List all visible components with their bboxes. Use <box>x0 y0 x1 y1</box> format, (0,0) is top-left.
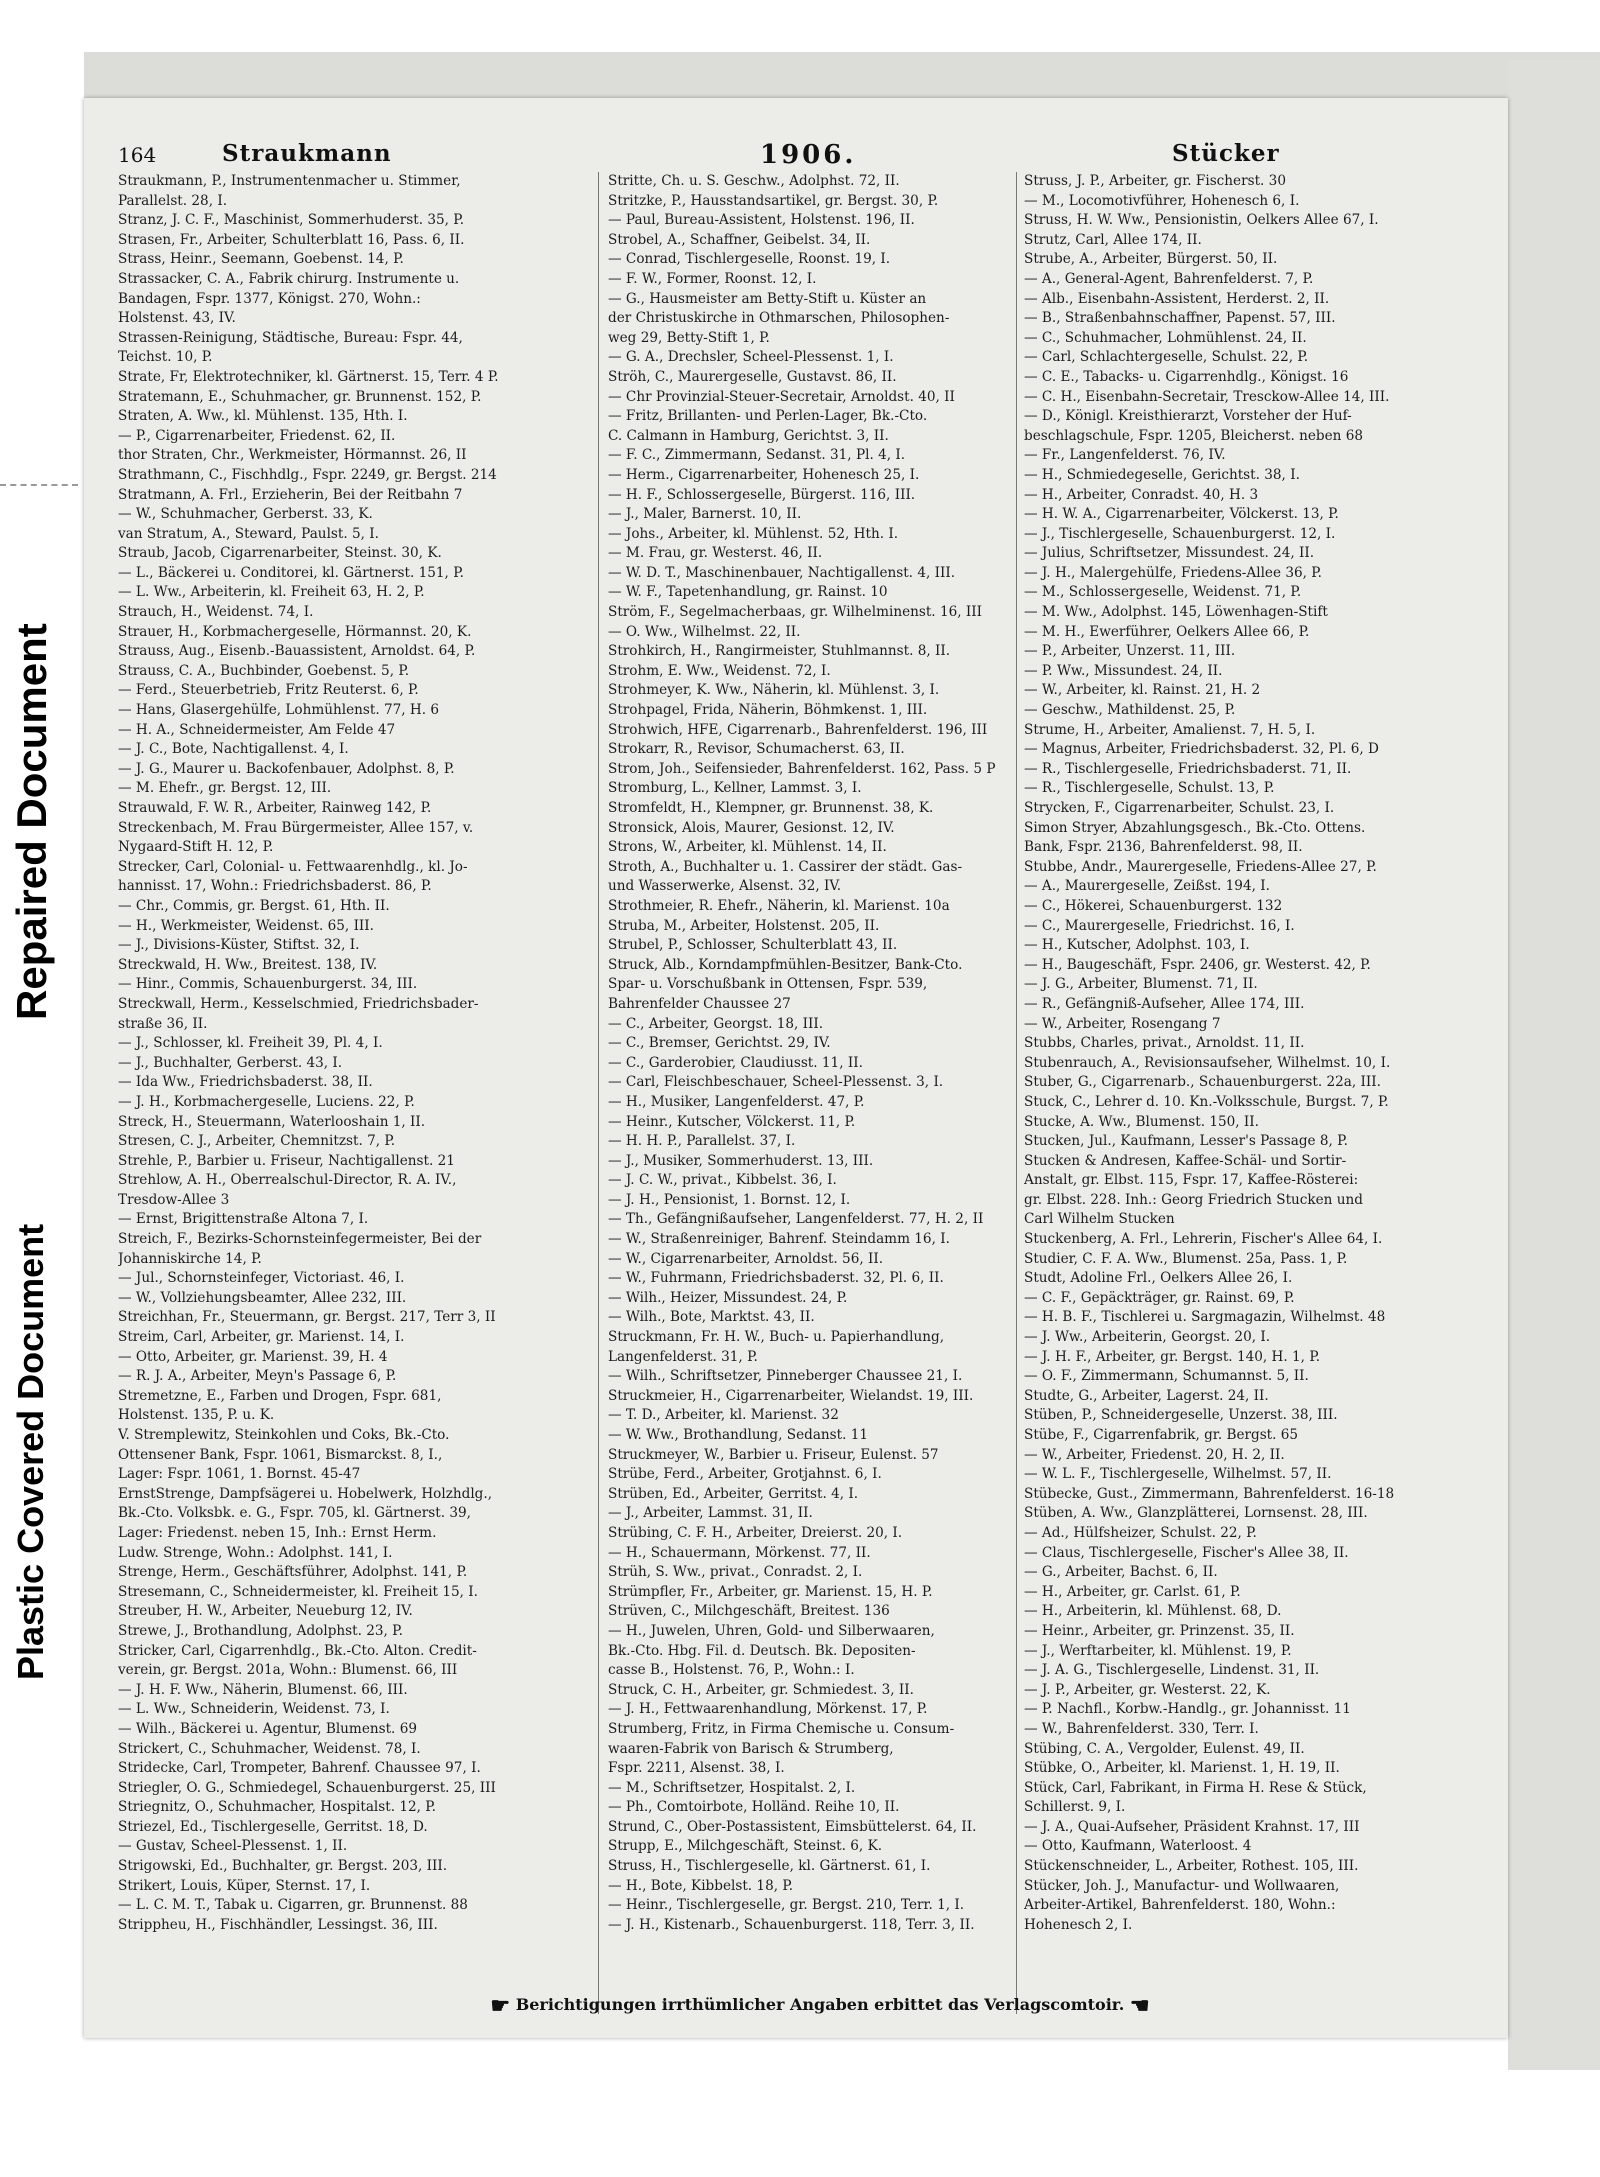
directory-entry-line: — T. D., Arbeiter, kl. Marienst. 32 <box>608 1407 839 1424</box>
directory-entry-line: Strohkirch, H., Rangirmeister, Stuhlmannst. 8, II. <box>608 643 951 660</box>
directory-entry-line: — Wilh., Bäckerei u. Agentur, Blumenst. 69 <box>118 1720 418 1737</box>
directory-entry-line: — Heinr., Tischlergeselle, gr. Bergst. 210, Terr. 1, I. <box>608 1897 965 1914</box>
plastic-covered-document-label: Plastic Covered Document <box>10 1223 51 1680</box>
directory-entry-line: Stück, Carl, Fabrikant, in Firma H. Rese & Stück, <box>1024 1779 1367 1796</box>
directory-entry-line: — H., Schmiedegeselle, Gerichtst. 38, I. <box>1024 466 1300 483</box>
directory-entry-line: Ströh, C., Maurergeselle, Gustavst. 86, II. <box>608 368 897 385</box>
directory-entry-line: Strohwich, HFE, Cigarrenarb., Bahrenfelderst. 196, III <box>608 721 988 738</box>
directory-entry-line: — H., Arbeiter, Conradst. 40, H. 3 <box>1024 486 1259 503</box>
directory-entry-line: — F. W., Former, Roonst. 12, I. <box>608 270 817 287</box>
directory-entry-line: — C., Maurergeselle, Friedrichst. 16, I. <box>1024 917 1295 934</box>
directory-entry-line: — J. H., Korbmachergeselle, Luciens. 22, P. <box>118 1093 415 1110</box>
directory-entry-line: Striezel, Ed., Tischlergeselle, Gerritst. 18, D. <box>118 1818 428 1835</box>
directory-entry-line: Strube, A., Arbeiter, Bürgerst. 50, II. <box>1024 251 1278 268</box>
directory-entry-line: Strümpfler, Fr., Arbeiter, gr. Marienst. 15, H. P. <box>608 1583 933 1600</box>
directory-entry-line: Struss, J. P., Arbeiter, gr. Fischerst. 30 <box>1024 173 1286 189</box>
directory-entry-line: van Stratum, A., Steward, Paulst. 5, I. <box>118 525 379 542</box>
directory-entry-line: Stübe, F., Cigarrenfabrik, gr. Bergst. 65 <box>1024 1427 1299 1443</box>
directory-entry-line: — D., Königl. Kreisthierarzt, Vorsteher der Huf- <box>1024 408 1352 425</box>
directory-entry-line: Strecker, Carl, Colonial- u. Fettwaarenhdlg., kl. Jo- <box>118 858 468 875</box>
directory-entry-line: Striegnitz, O., Schuhmacher, Hospitalst. 12, P. <box>118 1799 437 1816</box>
directory-entry-line: Struck, Alb., Korndampfmühlen-Besitzer, Bank-Cto. <box>608 956 963 973</box>
directory-entry-line: — J., Divisions-Küster, Stiftst. 32, I. <box>118 937 360 954</box>
directory-entry-line: Strutz, Carl, Allee 174, II. <box>1024 231 1202 248</box>
directory-entry-line: Ottensener Bank, Fspr. 1061, Bismarckst. 8, I., <box>118 1446 443 1463</box>
directory-entry-line: Straukmann, P., Instrumentenmacher u. Stimmer, <box>118 173 461 189</box>
directory-entry-line: — M. Ww., Adolphst. 145, Löwenhagen-Stift <box>1024 604 1328 621</box>
directory-entry-line: — L. C. M. T., Tabak u. Cigarren, gr. Brunnenst. 88 <box>118 1897 468 1914</box>
directory-entry-line: — Th., Gefängnißaufseher, Langenfelderst. 77, H. 2, II <box>608 1211 984 1228</box>
directory-entry-line: Struss, H., Tischlergeselle, kl. Gärtnerst. 61, I. <box>608 1858 931 1875</box>
directory-entry-line: — W., Schuhmacher, Gerberst. 33, K. <box>118 506 373 523</box>
directory-entry-line: — C., Arbeiter, Georgst. 18, III. <box>608 1015 824 1032</box>
directory-entry-line: — J. Ww., Arbeiterin, Georgst. 20, I. <box>1024 1329 1271 1346</box>
directory-entry-line: Stronsick, Alois, Maurer, Gesionst. 12, IV. <box>608 819 895 836</box>
directory-entry-line: — A., General-Agent, Bahrenfelderst. 7, P. <box>1024 270 1314 287</box>
directory-entry-line: — Ad., Hülfsheizer, Schulst. 22, P. <box>1024 1524 1257 1541</box>
directory-entry-line: — H., Arbeiter, gr. Carlst. 61, P. <box>1024 1583 1241 1600</box>
directory-entry-line: Tresdow-Allee 3 <box>118 1191 230 1208</box>
directory-entry-line: Bk.-Cto. Volksbk. e. G., Fspr. 705, kl. Gärtnerst. 39, <box>118 1505 472 1522</box>
directory-entry-line: gr. Elbst. 228. Inh.: Georg Friedrich Stucken und <box>1024 1191 1363 1208</box>
directory-entry-line: — Ferd., Steuerbetrieb, Fritz Reuterst. 6, P. <box>118 682 419 699</box>
directory-entry-line: — R. J. A., Arbeiter, Meyn's Passage 6, P. <box>118 1368 397 1385</box>
directory-entry-line: Streich, F., Bezirks-Schornsteinfegermeister, Bei der <box>118 1231 482 1248</box>
directory-entry-line: Strumberg, Fritz, in Firma Chemische u. Consum- <box>608 1720 955 1737</box>
directory-entry-line: — R., Tischlergeselle, Schulst. 13, P. <box>1024 780 1275 797</box>
directory-entry-line: Stresemann, C., Schneidermeister, kl. Freiheit 15, I. <box>118 1583 478 1600</box>
directory-entry-line: Stromfeldt, H., Klempner, gr. Brunnenst. 38, K. <box>608 800 934 816</box>
directory-entry-line: Struba, M., Arbeiter, Holstenst. 205, II. <box>608 917 880 934</box>
directory-entry-line: — Wilh., Heizer, Missundest. 24, P. <box>608 1289 848 1306</box>
directory-entry-line: casse B., Holstenst. 76, P., Wohn.: I. <box>608 1662 855 1679</box>
directory-entry-line: Stubbs, Charles, privat., Arnoldst. 11, II. <box>1024 1035 1305 1052</box>
directory-entry-line: Strothmeier, R. Ehefr., Näherin, kl. Marienst. 10a <box>608 897 950 914</box>
directory-entry-line: Streckwall, Herm., Kesselschmied, Friedrichsbader- <box>118 995 479 1012</box>
directory-entry-line: Langenfelderst. 31, P. <box>608 1348 758 1365</box>
directory-entry-line: Stratmann, A. Frl., Erzieherin, Bei der Reitbahn 7 <box>118 486 463 503</box>
directory-entry-line: — G., Arbeiter, Bachst. 6, II. <box>1024 1564 1218 1581</box>
directory-column-1 <box>118 172 572 1935</box>
directory-entry-line: — W., Straßenreiniger, Bahrenf. Steindamm 16, I. <box>608 1231 950 1248</box>
directory-entry-line: — M., Locomotivführer, Hohenesch 6, I. <box>1024 192 1300 209</box>
directory-entry-line: Anstalt, gr. Elbst. 115, Fspr. 17, Kaffee-Rösterei: <box>1024 1172 1359 1189</box>
directory-entry-line: — Johs., Arbeiter, kl. Mühlenst. 52, Hth. I. <box>608 525 899 542</box>
directory-entry-line: — Herm., Cigarrenarbeiter, Hohenesch 25, I. <box>608 466 920 483</box>
directory-entry-line: Streuber, H. W., Arbeiter, Neueburg 12, IV. <box>118 1603 413 1620</box>
directory-entry-line: — Gustav, Scheel-Plessenst. 1, II. <box>118 1838 348 1855</box>
directory-entry-line: Strassacker, C. A., Fabrik chirurg. Instrumente u. <box>118 270 460 287</box>
directory-entry-line: — A., Maurergeselle, Zeißst. 194, I. <box>1024 878 1270 895</box>
directory-entry-line: hannisst. 17, Wohn.: Friedrichsbaderst. 86, P. <box>118 878 432 895</box>
directory-entry-line: — Carl, Fleischbeschauer, Scheel-Plessenst. 3, I. <box>608 1074 944 1091</box>
directory-entry-line: — Carl, Schlachtergeselle, Schulst. 22, P. <box>1024 349 1309 366</box>
directory-entry-line: — Wilh., Schriftsetzer, Pinneberger Chaussee 21, I. <box>608 1368 963 1385</box>
directory-entry-line: — L. Ww., Schneiderin, Weidenst. 73, I. <box>118 1701 390 1718</box>
directory-entry-line: Ludw. Strenge, Wohn.: Adolphst. 141, I. <box>118 1544 393 1561</box>
directory-entry-line: Strauss, C. A., Buchbinder, Goebenst. 5, P. <box>118 662 410 679</box>
directory-entry-line: — G. A., Drechsler, Scheel-Plessenst. 1, I. <box>608 349 894 366</box>
directory-entry-line: — F. C., Zimmermann, Sedanst. 31, Pl. 4, I. <box>608 447 906 464</box>
directory-entry-line: — J. H. F., Arbeiter, gr. Bergst. 140, H. 1, P. <box>1024 1348 1321 1365</box>
running-head-left: Straukmann <box>222 140 392 167</box>
directory-entry-line: Stücker, Joh. J., Manufactur- und Wollwaaren, <box>1024 1877 1340 1894</box>
directory-entry-line: Strons, W., Arbeiter, kl. Mühlenst. 14, II. <box>608 839 887 856</box>
directory-entry-line: Strippheu, H., Fischhändler, Lessingst. 36, III. <box>118 1916 438 1933</box>
directory-entry-line: — M., Schlossergeselle, Weidenst. 71, P. <box>1024 584 1302 601</box>
directory-entry-line: Stranz, J. C. F., Maschinist, Sommerhuderst. 35, P. <box>118 212 465 229</box>
directory-entry-line: Streckwald, H. Ww., Breitest. 138, IV. <box>118 956 378 973</box>
directory-entry-line: — J. H., Kistenarb., Schauenburgerst. 118, Terr. 3, II. <box>608 1916 975 1933</box>
directory-entry-line: — Wilh., Bote, Marktst. 43, II. <box>608 1309 815 1326</box>
directory-entry-line: — W., Cigarrenarbeiter, Arnoldst. 56, II. <box>608 1250 884 1267</box>
directory-entry-line: — J., Arbeiter, Lammst. 31, II. <box>608 1505 813 1522</box>
directory-entry-line: — J., Werftarbeiter, kl. Mühlenst. 19, P. <box>1024 1642 1292 1659</box>
running-head-right: Stücker <box>1172 140 1280 167</box>
directory-entry-line: Nygaard-Stift H. 12, P. <box>118 839 274 856</box>
directory-entry-line: — H. H. P., Parallelst. 37, I. <box>608 1133 796 1150</box>
directory-entry-line: — C., Bremser, Gerichtst. 29, IV. <box>608 1035 831 1052</box>
directory-entry-line: Hohenesch 2, I. <box>1024 1916 1133 1933</box>
directory-entry-line: und Wasserwerke, Alsenst. 32, IV. <box>608 878 842 895</box>
directory-entry-line: — P., Arbeiter, Unzerst. 11, III. <box>1024 643 1236 660</box>
directory-entry-line: — G., Hausmeister am Betty-Stift u. Küster an <box>608 290 927 307</box>
footer-text: Berichtigungen irrthümlicher Angaben erbittet das Verlagscomtoir. <box>515 1995 1125 2014</box>
directory-entry-line: — H., Juwelen, Uhren, Gold- und Silberwaaren, <box>608 1622 935 1639</box>
directory-entry-line: Stroth, A., Buchhalter u. 1. Cassirer der städt. Gas- <box>608 858 963 875</box>
directory-entry-line: Arbeiter-Artikel, Bahrenfelderst. 180, Wohn.: <box>1024 1897 1336 1914</box>
directory-entry-line: — J. G., Arbeiter, Blumenst. 71, II. <box>1024 976 1258 993</box>
directory-entry-line: — W., Vollziehungsbeamter, Allee 232, III. <box>118 1289 407 1306</box>
directory-entry-line: Streckenbach, M. Frau Bürgermeister, Allee 157, v. <box>118 819 474 836</box>
directory-entry-line: verein, gr. Bergst. 201a, Wohn.: Blumenst. 66, III <box>118 1662 458 1679</box>
page-edge-top <box>84 52 1600 98</box>
directory-entry-line: Bk.-Cto. Hbg. Fil. d. Deutsch. Bk. Depositen- <box>608 1642 916 1659</box>
directory-entry-line: der Christuskirche in Othmarschen, Philosophen- <box>608 310 950 327</box>
directory-entry-line: Carl Wilhelm Stucken <box>1024 1211 1175 1228</box>
directory-entry-line: Stubbe, Andr., Maurergeselle, Friedens-Allee 27, P. <box>1024 858 1377 875</box>
directory-entry-line: — Hans, Glasergehülfe, Lohmühlenst. 77, H. 6 <box>118 702 440 719</box>
directory-entry-line: — J., Tischlergeselle, Schauenburgerst. 12, I. <box>1024 525 1336 542</box>
directory-entry-line: Streichhan, Fr., Steuermann, gr. Bergst. 217, Terr 3, II <box>118 1309 496 1326</box>
directory-entry-line: Stüben, P., Schneidergeselle, Unzerst. 38, III. <box>1024 1407 1338 1424</box>
directory-entry-line: — Otto, Kaufmann, Waterloost. 4 <box>1024 1838 1252 1855</box>
directory-entry-line: — H., Werkmeister, Weidenst. 65, III. <box>118 917 374 934</box>
directory-entry-line: — P. Nachfl., Korbw.-Handlg., gr. Johannisst. 11 <box>1024 1701 1351 1718</box>
directory-entry-line: Strigowski, Ed., Buchhalter, gr. Bergst. 203, III. <box>118 1858 448 1875</box>
directory-entry-line: Stübing, C. A., Vergolder, Eulenst. 49, II. <box>1024 1740 1305 1757</box>
footer-note <box>440 1993 1200 2019</box>
directory-entry-line: Struck, C. H., Arbeiter, gr. Schmiedest. 3, II. <box>608 1681 914 1698</box>
directory-entry-line: — M. H., Ewerführer, Oelkers Allee 66, P. <box>1024 623 1310 640</box>
directory-entry-line: — J., Maler, Barnerst. 10, II. <box>608 506 802 523</box>
directory-entry-line: — Julius, Schriftsetzer, Missundest. 24, II. <box>1024 545 1315 562</box>
directory-entry-line: waaren-Fabrik von Barisch & Strumberg, <box>608 1740 894 1757</box>
directory-column-3 <box>1024 172 1488 1935</box>
directory-entry-line: V. Stremplewitz, Steinkohlen und Coks, Bk.-Cto. <box>118 1427 450 1443</box>
directory-column-2 <box>608 172 1062 1935</box>
directory-entry-line: — J. A., Quai-Aufseher, Präsident Krahnst. 17, III <box>1024 1818 1360 1835</box>
running-head-year: 1906. <box>760 140 857 170</box>
repaired-document-label: Repaired Document <box>8 623 55 1020</box>
directory-entry-line: — L. Ww., Arbeiterin, kl. Freiheit 63, H. 2, P. <box>118 584 425 601</box>
directory-entry-line: — H. F., Schlossergeselle, Bürgerst. 116, III. <box>608 486 916 503</box>
directory-entry-line: Bandagen, Fspr. 1377, Königst. 270, Wohn.: <box>118 290 421 307</box>
directory-entry-line: weg 29, Betty-Stift 1, P. <box>608 329 770 346</box>
directory-entry-line: — J., Musiker, Sommerhuderst. 13, III. <box>608 1152 874 1169</box>
directory-entry-line: Studier, C. F. A. Ww., Blumenst. 25a, Pass. 1, P. <box>1024 1250 1348 1267</box>
directory-entry-line: Strume, H., Arbeiter, Amalienst. 7, H. 5, I. <box>1024 721 1316 738</box>
directory-entry-line: Stratemann, E., Schuhmacher, gr. Brunnenst. 152, P. <box>118 388 482 405</box>
directory-entry-line: — M. Ehefr., gr. Bergst. 12, III. <box>118 780 332 797</box>
directory-entry-line: Lager: Fspr. 1061, 1. Bornst. 45-47 <box>118 1466 361 1483</box>
directory-entry-line: Teichst. 10, P. <box>118 349 213 366</box>
directory-entry-line: — C., Schuhmacher, Lohmühlenst. 24, II. <box>1024 329 1307 346</box>
directory-entry-line: — O. F., Zimmermann, Schumannst. 5, II. <box>1024 1368 1309 1385</box>
directory-entry-line: Stritte, Ch. u. S. Geschw., Adolphst. 72, II. <box>608 173 900 189</box>
directory-entry-line: — H. B. F., Tischlerei u. Sargmagazin, Wilhelmst. 48 <box>1024 1309 1386 1326</box>
directory-entry-line: Strupp, E., Milchgeschäft, Steinst. 6, K. <box>608 1838 883 1855</box>
directory-entry-line: Strom, Joh., Seifensieder, Bahrenfelderst. 162, Pass. 5 P <box>608 760 996 777</box>
directory-entry-line: Studte, G., Arbeiter, Lagerst. 24, II. <box>1024 1387 1269 1404</box>
directory-entry-line: thor Straten, Chr., Werkmeister, Hörmannst. 26, II <box>118 447 467 464</box>
directory-entry-line: Bahrenfelder Chaussee 27 <box>608 995 791 1012</box>
directory-entry-line: Johanniskirche 14, P. <box>118 1250 262 1267</box>
directory-entry-line: — J. H., Malergehülfe, Friedens-Allee 36, P. <box>1024 564 1322 581</box>
directory-entry-line: Strewe, J., Brothandlung, Adolphst. 23, P. <box>118 1622 403 1639</box>
directory-entry-line: — Conrad, Tischlergeselle, Roonst. 19, I. <box>608 251 891 268</box>
directory-entry-line: Stremetzne, E., Farben und Drogen, Fspr. 681, <box>118 1387 442 1404</box>
directory-entry-line: — W., Bahrenfelderst. 330, Terr. I. <box>1024 1720 1259 1737</box>
directory-entry-line: Strehle, P., Barbier u. Friseur, Nachtigallenst. 21 <box>118 1152 455 1169</box>
directory-entry-line: Strohm, E. Ww., Weidenst. 72, I. <box>608 662 831 679</box>
directory-entry-line: — J., Schlosser, kl. Freiheit 39, Pl. 4, I. <box>118 1035 383 1052</box>
directory-entry-line: Stresen, C. J., Arbeiter, Chemnitzst. 7, P. <box>118 1133 396 1150</box>
directory-entry-line: Bank, Fspr. 2136, Bahrenfelderst. 98, II. <box>1024 839 1303 856</box>
directory-entry-line: — Chr., Commis, gr. Bergst. 61, Hth. II. <box>118 897 390 914</box>
directory-entry-line: Strickert, C., Schuhmacher, Weidenst. 78, I. <box>118 1740 421 1757</box>
directory-entry-line: — H., Bote, Kibbelst. 18, P. <box>608 1877 794 1894</box>
directory-entry-line: Spar- u. Vorschußbank in Ottensen, Fspr. 539, <box>608 976 928 993</box>
directory-entry-line: — P., Cigarrenarbeiter, Friedenst. 62, II. <box>118 427 396 444</box>
directory-entry-line: Strassen-Reinigung, Städtische, Bureau: Fspr. 44, <box>118 329 463 346</box>
directory-entry-line: Struckmann, Fr. H. W., Buch- u. Papierhandlung, <box>608 1329 945 1346</box>
directory-entry-line: Stückenschneider, L., Arbeiter, Rothest. 105, III. <box>1024 1858 1359 1875</box>
directory-entry-line: — R., Tischlergeselle, Friedrichsbaderst. 71, II. <box>1024 760 1352 777</box>
directory-entry-line: — Otto, Arbeiter, gr. Marienst. 39, H. 4 <box>118 1348 388 1365</box>
directory-entry-line: — Alb., Eisenbahn-Assistent, Herderst. 2, II. <box>1024 290 1330 307</box>
directory-entry-line: Strund, C., Ober-Postassistent, Eimsbüttelerst. 64, II. <box>608 1818 977 1835</box>
directory-entry-line: Fspr. 2211, Alsenst. 38, I. <box>608 1760 785 1777</box>
directory-entry-line: Strate, Fr, Elektrotechniker, kl. Gärtnerst. 15, Terr. 4 P. <box>118 368 499 385</box>
directory-entry-line: Strauss, Aug., Eisenb.-Bauassistent, Arnoldst. 64, P. <box>118 643 476 660</box>
directory-entry-line: Strauch, H., Weidenst. 74, I. <box>118 604 314 621</box>
directory-entry-line: — C. E., Tabacks- u. Cigarrenhdlg., Königst. 16 <box>1024 368 1349 385</box>
directory-entry-line: — H. W. A., Cigarrenarbeiter, Völckerst. 13, P. <box>1024 506 1339 523</box>
column-divider <box>598 172 599 2014</box>
directory-entry-line: — C., Hökerei, Schauenburgerst. 132 <box>1024 897 1283 914</box>
directory-entry-line: Struckmeier, H., Cigarrenarbeiter, Wielandst. 19, III. <box>608 1387 974 1404</box>
directory-entry-line: Ström, F., Segelmacherbaas, gr. Wilhelminenst. 16, III <box>608 604 982 621</box>
directory-entry-line: — Ph., Comtoirbote, Holländ. Reihe 10, II. <box>608 1799 900 1816</box>
directory-entry-line: Simon Stryer, Abzahlungsgesch., Bk.-Cto. Ottens. <box>1024 819 1366 836</box>
directory-entry-line: — J., Buchhalter, Gerberst. 43, I. <box>118 1054 343 1071</box>
directory-entry-line: — Ernst, Brigittenstraße Altona 7, I. <box>118 1211 369 1228</box>
directory-entry-line: — J. H., Pensionist, 1. Bornst. 12, I. <box>608 1191 851 1208</box>
directory-entry-line: Lager: Friedenst. neben 15, Inh.: Ernst Herm. <box>118 1524 437 1541</box>
directory-entry-line: Stromburg, L., Kellner, Lammst. 3, I. <box>608 780 862 797</box>
directory-entry-line: — H., Arbeiterin, kl. Mühlenst. 68, D. <box>1024 1603 1282 1620</box>
directory-entry-line: Strüh, S. Ww., privat., Conradst. 2, I. <box>608 1564 863 1581</box>
directory-entry-line: Stübke, O., Arbeiter, kl. Marienst. 1, H. 19, II. <box>1024 1760 1340 1777</box>
directory-entry-line: Strohpagel, Frida, Näherin, Böhmkenst. 1, III. <box>608 702 928 719</box>
directory-entry-line: — J. C., Bote, Nachtigallenst. 4, I. <box>118 741 349 758</box>
directory-entry-line: — O. Ww., Wilhelmst. 22, II. <box>608 623 801 640</box>
directory-entry-line: Strenge, Herm., Geschäftsführer, Adolphst. 141, P. <box>118 1564 468 1581</box>
directory-entry-line: Strübe, Ferd., Arbeiter, Grotjahnst. 6, I. <box>608 1466 882 1483</box>
directory-entry-line: — J. H. F. Ww., Näherin, Blumenst. 66, III. <box>118 1681 408 1698</box>
directory-entry-line: beschlagschule, Fspr. 1205, Bleicherst. neben 68 <box>1024 427 1364 444</box>
directory-entry-line: Strokarr, R., Revisor, Schumacherst. 63, II. <box>608 741 905 758</box>
page-edge-right <box>1508 60 1600 2070</box>
directory-entry-line: — Claus, Tischlergeselle, Fischer's Allee 38, II. <box>1024 1544 1349 1561</box>
directory-entry-line: — H., Musiker, Langenfelderst. 47, P. <box>608 1093 865 1110</box>
directory-entry-line: Stuck, C., Lehrer d. 10. Kn.-Volksschule, Burgst. 7, P. <box>1024 1093 1389 1110</box>
directory-entry-line: — Chr Provinzial-Steuer-Secretair, Arnoldst. 40, II <box>608 388 955 405</box>
directory-entry-line: Struss, H. W. Ww., Pensionistin, Oelkers Allee 67, I. <box>1024 212 1379 229</box>
directory-entry-line: Stricker, Carl, Cigarrenhdlg., Bk.-Cto. Alton. Credit- <box>118 1642 477 1659</box>
page-number: 164 <box>118 143 157 167</box>
directory-entry-line: — C., Garderobier, Claudiusst. 11, II. <box>608 1054 863 1071</box>
directory-entry-line: Stüben, A. Ww., Glanzplätterei, Lornsenst. 28, III. <box>1024 1505 1368 1522</box>
directory-entry-line: Strauwald, F. W. R., Arbeiter, Rainweg 142, P. <box>118 800 432 816</box>
pointing-hand-right-icon: ☛ <box>490 1993 511 2019</box>
directory-entry-line: Stübecke, Gust., Zimmermann, Bahrenfelderst. 16-18 <box>1024 1485 1395 1502</box>
column-divider <box>1016 172 1017 2014</box>
directory-entry-line: — Fr., Langenfelderst. 76, IV. <box>1024 447 1226 464</box>
dashed-margin-line <box>0 484 78 486</box>
directory-entry-line: — Fritz, Brillanten- und Perlen-Lager, Bk.-Cto. <box>608 408 928 425</box>
directory-entry-line: — W., Arbeiter, Friedenst. 20, H. 2, II. <box>1024 1446 1285 1463</box>
directory-entry-line: — C. F., Gepäckträger, gr. Rainst. 69, P. <box>1024 1289 1295 1306</box>
directory-entry-line: Straten, A. Ww., kl. Mühlenst. 135, Hth. I. <box>118 408 408 425</box>
directory-entry-line: Stucke, A. Ww., Blumenst. 150, II. <box>1024 1113 1259 1130</box>
directory-entry-line: — W. F., Tapetenhandlung, gr. Rainst. 10 <box>608 584 888 601</box>
directory-entry-line: — W. Ww., Brothandlung, Sedanst. 11 <box>608 1427 869 1443</box>
directory-entry-line: — W., Arbeiter, Rosengang 7 <box>1024 1015 1221 1032</box>
directory-entry-line: — Jul., Schornsteinfeger, Victoriast. 46, I. <box>118 1270 405 1287</box>
directory-entry-line: — J. C. W., privat., Kibbelst. 36, I. <box>608 1172 837 1189</box>
directory-entry-line: straße 36, II. <box>118 1015 208 1032</box>
directory-entry-line: Strauer, H., Korbmachergeselle, Hörmannst. 20, K. <box>118 623 472 640</box>
directory-entry-line: — Paul, Bureau-Assistent, Holstenst. 196, II. <box>608 212 915 229</box>
directory-entry-line: Strycken, F., Cigarrenarbeiter, Schulst. 23, I. <box>1024 800 1335 816</box>
directory-entry-line: Strikert, Louis, Küper, Sternst. 17, I. <box>118 1877 371 1894</box>
directory-entry-line: — W. L. F., Tischlergeselle, Wilhelmst. 57, II. <box>1024 1466 1332 1483</box>
directory-entry-line: — Magnus, Arbeiter, Friedrichsbaderst. 32, Pl. 6, D <box>1024 741 1379 758</box>
directory-entry-line: Striegler, O. G., Schmiedegel, Schauenburgerst. 25, III <box>118 1779 496 1796</box>
directory-entry-line: Strobel, A., Schaffner, Geibelst. 34, II. <box>608 231 871 248</box>
directory-entry-line: — Heinr., Arbeiter, gr. Prinzenst. 35, II. <box>1024 1622 1295 1639</box>
directory-entry-line: — J. A. G., Tischlergeselle, Lindenst. 31, II. <box>1024 1662 1320 1679</box>
directory-entry-line: Studt, Adoline Frl., Oelkers Allee 26, I. <box>1024 1270 1293 1287</box>
directory-entry-line: Schillerst. 9, I. <box>1024 1799 1126 1816</box>
directory-entry-line: Stucken & Andresen, Kaffee-Schäl- und Sortir- <box>1024 1152 1347 1169</box>
directory-entry-line: — H., Baugeschäft, Fspr. 2406, gr. Westerst. 42, P. <box>1024 956 1371 973</box>
directory-entry-line: Strehlow, A. H., Oberrealschul-Director, R. A. IV., <box>118 1172 457 1189</box>
directory-entry-line: Holstenst. 43, IV. <box>118 310 236 327</box>
directory-entry-line: Parallelst. 28, I. <box>118 192 228 209</box>
directory-entry-line: Strohmeyer, K. Ww., Näherin, kl. Mühlenst. 3, I. <box>608 682 940 699</box>
directory-entry-line: — H., Schauermann, Mörkenst. 77, II. <box>608 1544 871 1561</box>
directory-entry-line: Stucken, Jul., Kaufmann, Lesser's Passage 8, P. <box>1024 1133 1348 1150</box>
directory-entry-line: Strubel, P., Schlosser, Schulterblatt 43, II. <box>608 937 898 954</box>
directory-entry-line: Stuber, G., Cigarrenarb., Schauenburgerst. 22a, III. <box>1024 1074 1381 1091</box>
directory-entry-line: Stuckenberg, A. Frl., Lehrerin, Fischer's Allee 64, I. <box>1024 1231 1383 1248</box>
directory-entry-line: Strüben, Ed., Arbeiter, Gerritst. 4, I. <box>608 1485 859 1502</box>
directory-entry-line: Strüven, C., Milchgeschäft, Breitest. 136 <box>608 1603 890 1620</box>
directory-entry-line: ErnstStrenge, Dampfsägerei u. Hobelwerk, Holzhdlg., <box>118 1485 493 1502</box>
directory-entry-line: — L., Bäckerei u. Conditorei, kl. Gärtnerst. 151, P. <box>118 564 464 581</box>
directory-entry-line: Strass, Heinr., Seemann, Goebenst. 14, P. <box>118 251 404 268</box>
directory-entry-line: — W., Arbeiter, kl. Rainst. 21, H. 2 <box>1024 682 1261 699</box>
pointing-hand-left-icon: ☚ <box>1129 1993 1150 2019</box>
directory-entry-line: Straub, Jacob, Cigarrenarbeiter, Steinst. 30, K. <box>118 545 442 562</box>
directory-entry-line: Streim, Carl, Arbeiter, gr. Marienst. 14, I. <box>118 1329 405 1346</box>
directory-entry-line: — J. P., Arbeiter, gr. Westerst. 22, K. <box>1024 1681 1271 1698</box>
directory-entry-line: Strathmann, C., Fischhdlg., Fspr. 2249, gr. Bergst. 214 <box>118 466 497 483</box>
directory-entry-line: — J. H., Fettwaarenhandlung, Mörkenst. 17, P. <box>608 1701 928 1718</box>
directory-entry-line: — J. G., Maurer u. Backofenbauer, Adolphst. 8, P. <box>118 760 455 777</box>
directory-entry-line: — B., Straßenbahnschaffner, Papenst. 57, III. <box>1024 310 1336 327</box>
directory-entry-line: Holstenst. 135, P. u. K. <box>118 1407 275 1424</box>
directory-entry-line: — Ida Ww., Friedrichsbaderst. 38, II. <box>118 1074 373 1091</box>
directory-entry-line: — M. Frau, gr. Westerst. 46, II. <box>608 545 823 562</box>
directory-entry-line: Strübing, C. F. H., Arbeiter, Dreierst. 20, I. <box>608 1524 903 1541</box>
directory-entry-line: — W., Fuhrmann, Friedrichsbaderst. 32, Pl. 6, II. <box>608 1270 944 1287</box>
directory-entry-line: — M., Schriftsetzer, Hospitalst. 2, I. <box>608 1779 856 1796</box>
directory-entry-line: — C. H., Eisenbahn-Secretair, Tresckow-Allee 14, III. <box>1024 388 1390 405</box>
directory-entry-line: Stubenrauch, A., Revisionsaufseher, Wilhelmst. 10, I. <box>1024 1054 1391 1071</box>
directory-entry-line: C. Calmann in Hamburg, Gerichtst. 3, II. <box>608 427 889 444</box>
directory-entry-line: Strasen, Fr., Arbeiter, Schulterblatt 16, Pass. 6, II. <box>118 231 465 248</box>
directory-entry-line: — Hinr., Commis, Schauenburgerst. 34, III. <box>118 976 418 993</box>
directory-entry-line: — P. Ww., Missundest. 24, II. <box>1024 662 1223 679</box>
directory-entry-line: Stridecke, Carl, Trompeter, Bahrenf. Chaussee 97, I. <box>118 1760 481 1777</box>
directory-entry-line: — Geschw., Mathildenst. 25, P. <box>1024 702 1236 719</box>
directory-entry-line: — H., Kutscher, Adolphst. 103, I. <box>1024 937 1250 954</box>
directory-entry-line: — R., Gefängniß-Aufseher, Allee 174, III. <box>1024 995 1305 1012</box>
directory-entry-line: — H. A., Schneidermeister, Am Felde 47 <box>118 721 396 738</box>
directory-entry-line: — Heinr., Kutscher, Völckerst. 11, P. <box>608 1113 856 1130</box>
directory-entry-line: Stritzke, P., Hausstandsartikel, gr. Bergst. 30, P. <box>608 192 939 209</box>
directory-entry-line: Streck, H., Steuermann, Waterlooshain 1, II. <box>118 1113 426 1130</box>
directory-entry-line: — W. D. T., Maschinenbauer, Nachtigallenst. 4, III. <box>608 564 956 581</box>
directory-entry-line: Struckmeyer, W., Barbier u. Friseur, Eulenst. 57 <box>608 1446 939 1463</box>
